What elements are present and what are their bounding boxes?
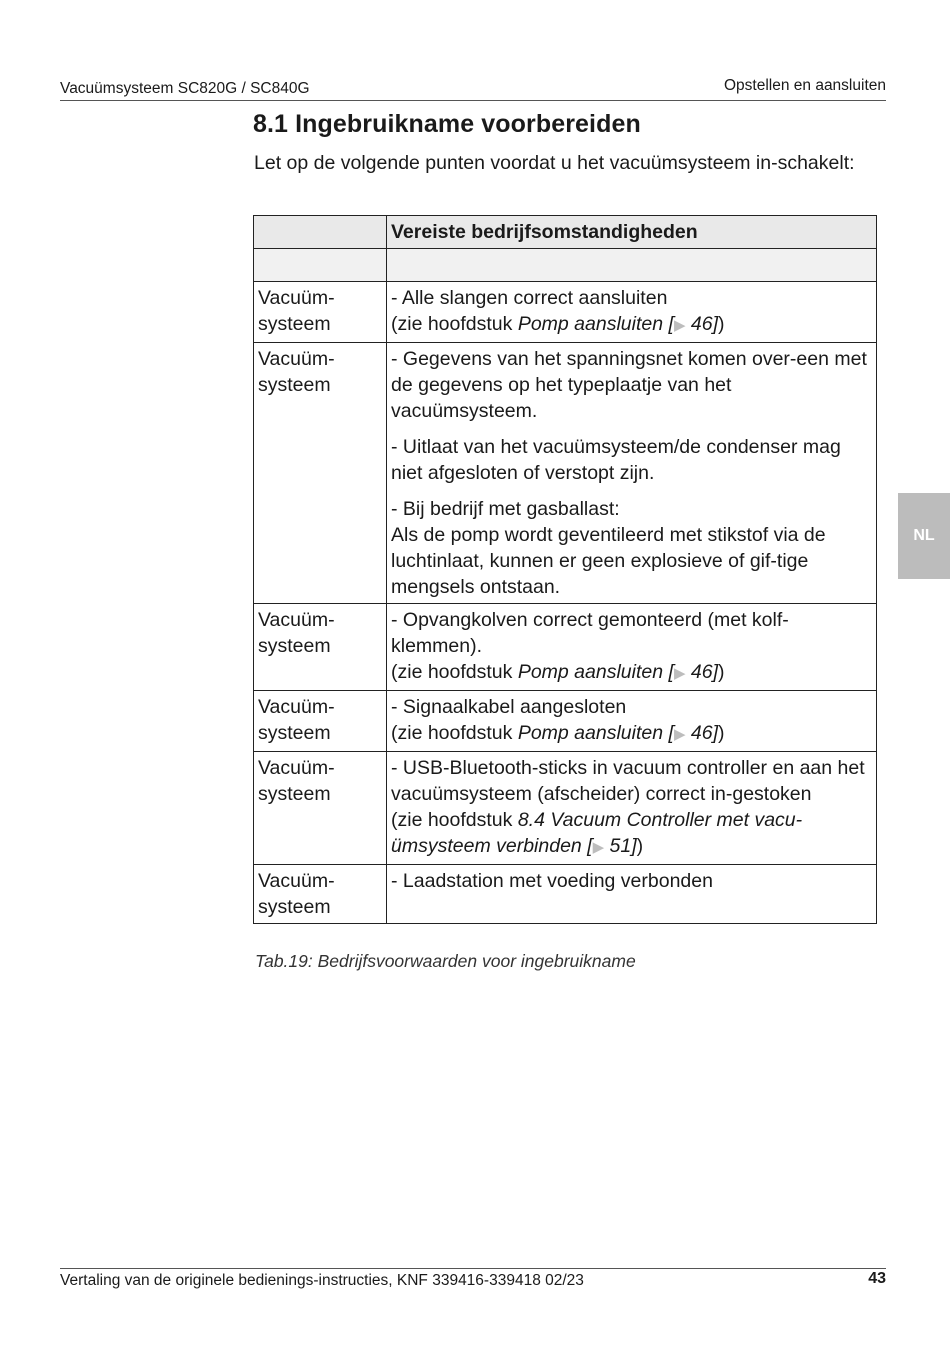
table-header-col1 — [254, 216, 387, 249]
row-subject: Vacuüm-systeem — [254, 752, 387, 865]
chapter-link-page: 46] — [685, 313, 719, 335]
table-row — [254, 865, 877, 924]
requirement-text: - Opvangkolven correct gemonteerd (met kolf-klemmen). — [391, 609, 789, 657]
requirement-text: - Alle slangen correct aansluiten — [391, 287, 668, 309]
table-row — [254, 343, 877, 604]
requirement-text: - Bij bedrijf met gasballast: — [391, 498, 620, 520]
requirement-text: Als de pomp wordt geventileerd met stikstof via de luchtinlaat, kunnen er geen explosieve of gif-tige mengsels ontstaan. — [391, 524, 826, 598]
chapter-link-text: Pomp aansluiten [ — [517, 722, 674, 744]
chapter-link-text: Pomp aansluiten [ — [517, 661, 674, 683]
row-requirement — [387, 343, 877, 604]
table-header-row — [254, 216, 877, 249]
section-intro: Let op de volgende punten voordat u het vacuümsysteem in-schakelt: — [254, 152, 855, 174]
footer-divider — [60, 1268, 886, 1269]
chapter-link-text: 8.4 Vacuum Controller met vacu-ümsysteem verbinden [ — [391, 809, 803, 857]
page-arrow-icon: ▶ — [592, 839, 605, 856]
section-title: 8.1 Ingebruikname voorbereiden — [253, 110, 641, 138]
row-subject: Vacuüm-systeem — [254, 343, 387, 604]
page-arrow-icon: ▶ — [673, 726, 686, 743]
page-arrow-icon: ▶ — [673, 665, 686, 682]
requirement-ref-suffix: ) — [718, 313, 725, 335]
requirement-text: - Uitlaat van het vacuümsysteem/de condenser mag niet afgesloten of verstopt zijn. — [391, 436, 841, 484]
language-tab-nl: NL — [898, 493, 950, 579]
page-number: 43 — [868, 1270, 886, 1287]
table-row — [254, 282, 877, 343]
row-subject: Vacuüm-systeem — [254, 604, 387, 691]
requirement-ref-suffix: ) — [636, 835, 644, 857]
chapter-link-text: Pomp aansluiten [ — [517, 313, 674, 335]
row-subject: Vacuüm-systeem — [254, 691, 387, 752]
page-arrow-icon: ▶ — [673, 317, 686, 334]
table-header-col2: Vereiste bedrijfsomstandigheden — [387, 216, 877, 249]
table-empty-cell — [387, 249, 877, 282]
header-chapter-title: Opstellen en aansluiten — [723, 77, 886, 94]
requirement-ref-prefix: (zie hoofdstuk — [391, 809, 518, 831]
table-row — [254, 691, 877, 752]
header-divider — [60, 100, 886, 101]
chapter-link-page: 46] — [685, 722, 719, 744]
table-row — [254, 604, 877, 691]
requirement-ref-suffix: ) — [718, 722, 725, 744]
row-requirement — [387, 691, 877, 752]
requirement-ref-prefix: (zie hoofdstuk — [391, 313, 518, 335]
row-requirement — [387, 282, 877, 343]
row-subject: Vacuüm-systeem — [254, 282, 387, 343]
footer-text: Vertaling van de originele bedienings-instructies, KNF 339416-339418 02/23 — [60, 1272, 584, 1289]
requirement-text: - USB-Bluetooth-sticks in vacuum controller en aan het vacuümsysteem (afscheider) correct in-gestoken — [391, 757, 865, 805]
requirements-table — [253, 215, 877, 924]
row-requirement — [387, 865, 877, 924]
header-document-title: Vacuümsysteem SC820G / SC840G — [60, 80, 310, 97]
table-empty-cell — [254, 249, 387, 282]
chapter-link-page: 46] — [685, 661, 719, 683]
requirement-text: - Laadstation met voeding verbonden — [391, 870, 713, 892]
table-caption: Tab.19: Bedrijfsvoorwaarden voor ingebruikname — [255, 951, 636, 971]
requirement-text-group — [391, 496, 872, 600]
chapter-link[interactable] — [518, 722, 718, 744]
requirement-ref-prefix: (zie hoofdstuk — [391, 722, 518, 744]
requirement-text: - Signaalkabel aangesloten — [391, 696, 627, 718]
row-requirement — [387, 752, 877, 865]
requirement-ref-suffix: ) — [718, 661, 725, 683]
chapter-link[interactable] — [518, 313, 718, 335]
requirement-text: - Gegevens van het spanningsnet komen over-een met de gegevens op het typeplaatje van het vacuümsysteem. — [391, 348, 867, 422]
requirement-ref-prefix: (zie hoofdstuk — [391, 661, 518, 683]
row-subject: Vacuüm-systeem — [254, 865, 387, 924]
chapter-link-page: 51] — [604, 835, 637, 857]
table-row — [254, 752, 877, 865]
table-empty-row — [254, 249, 877, 282]
row-requirement — [387, 604, 877, 691]
chapter-link[interactable] — [518, 661, 718, 683]
